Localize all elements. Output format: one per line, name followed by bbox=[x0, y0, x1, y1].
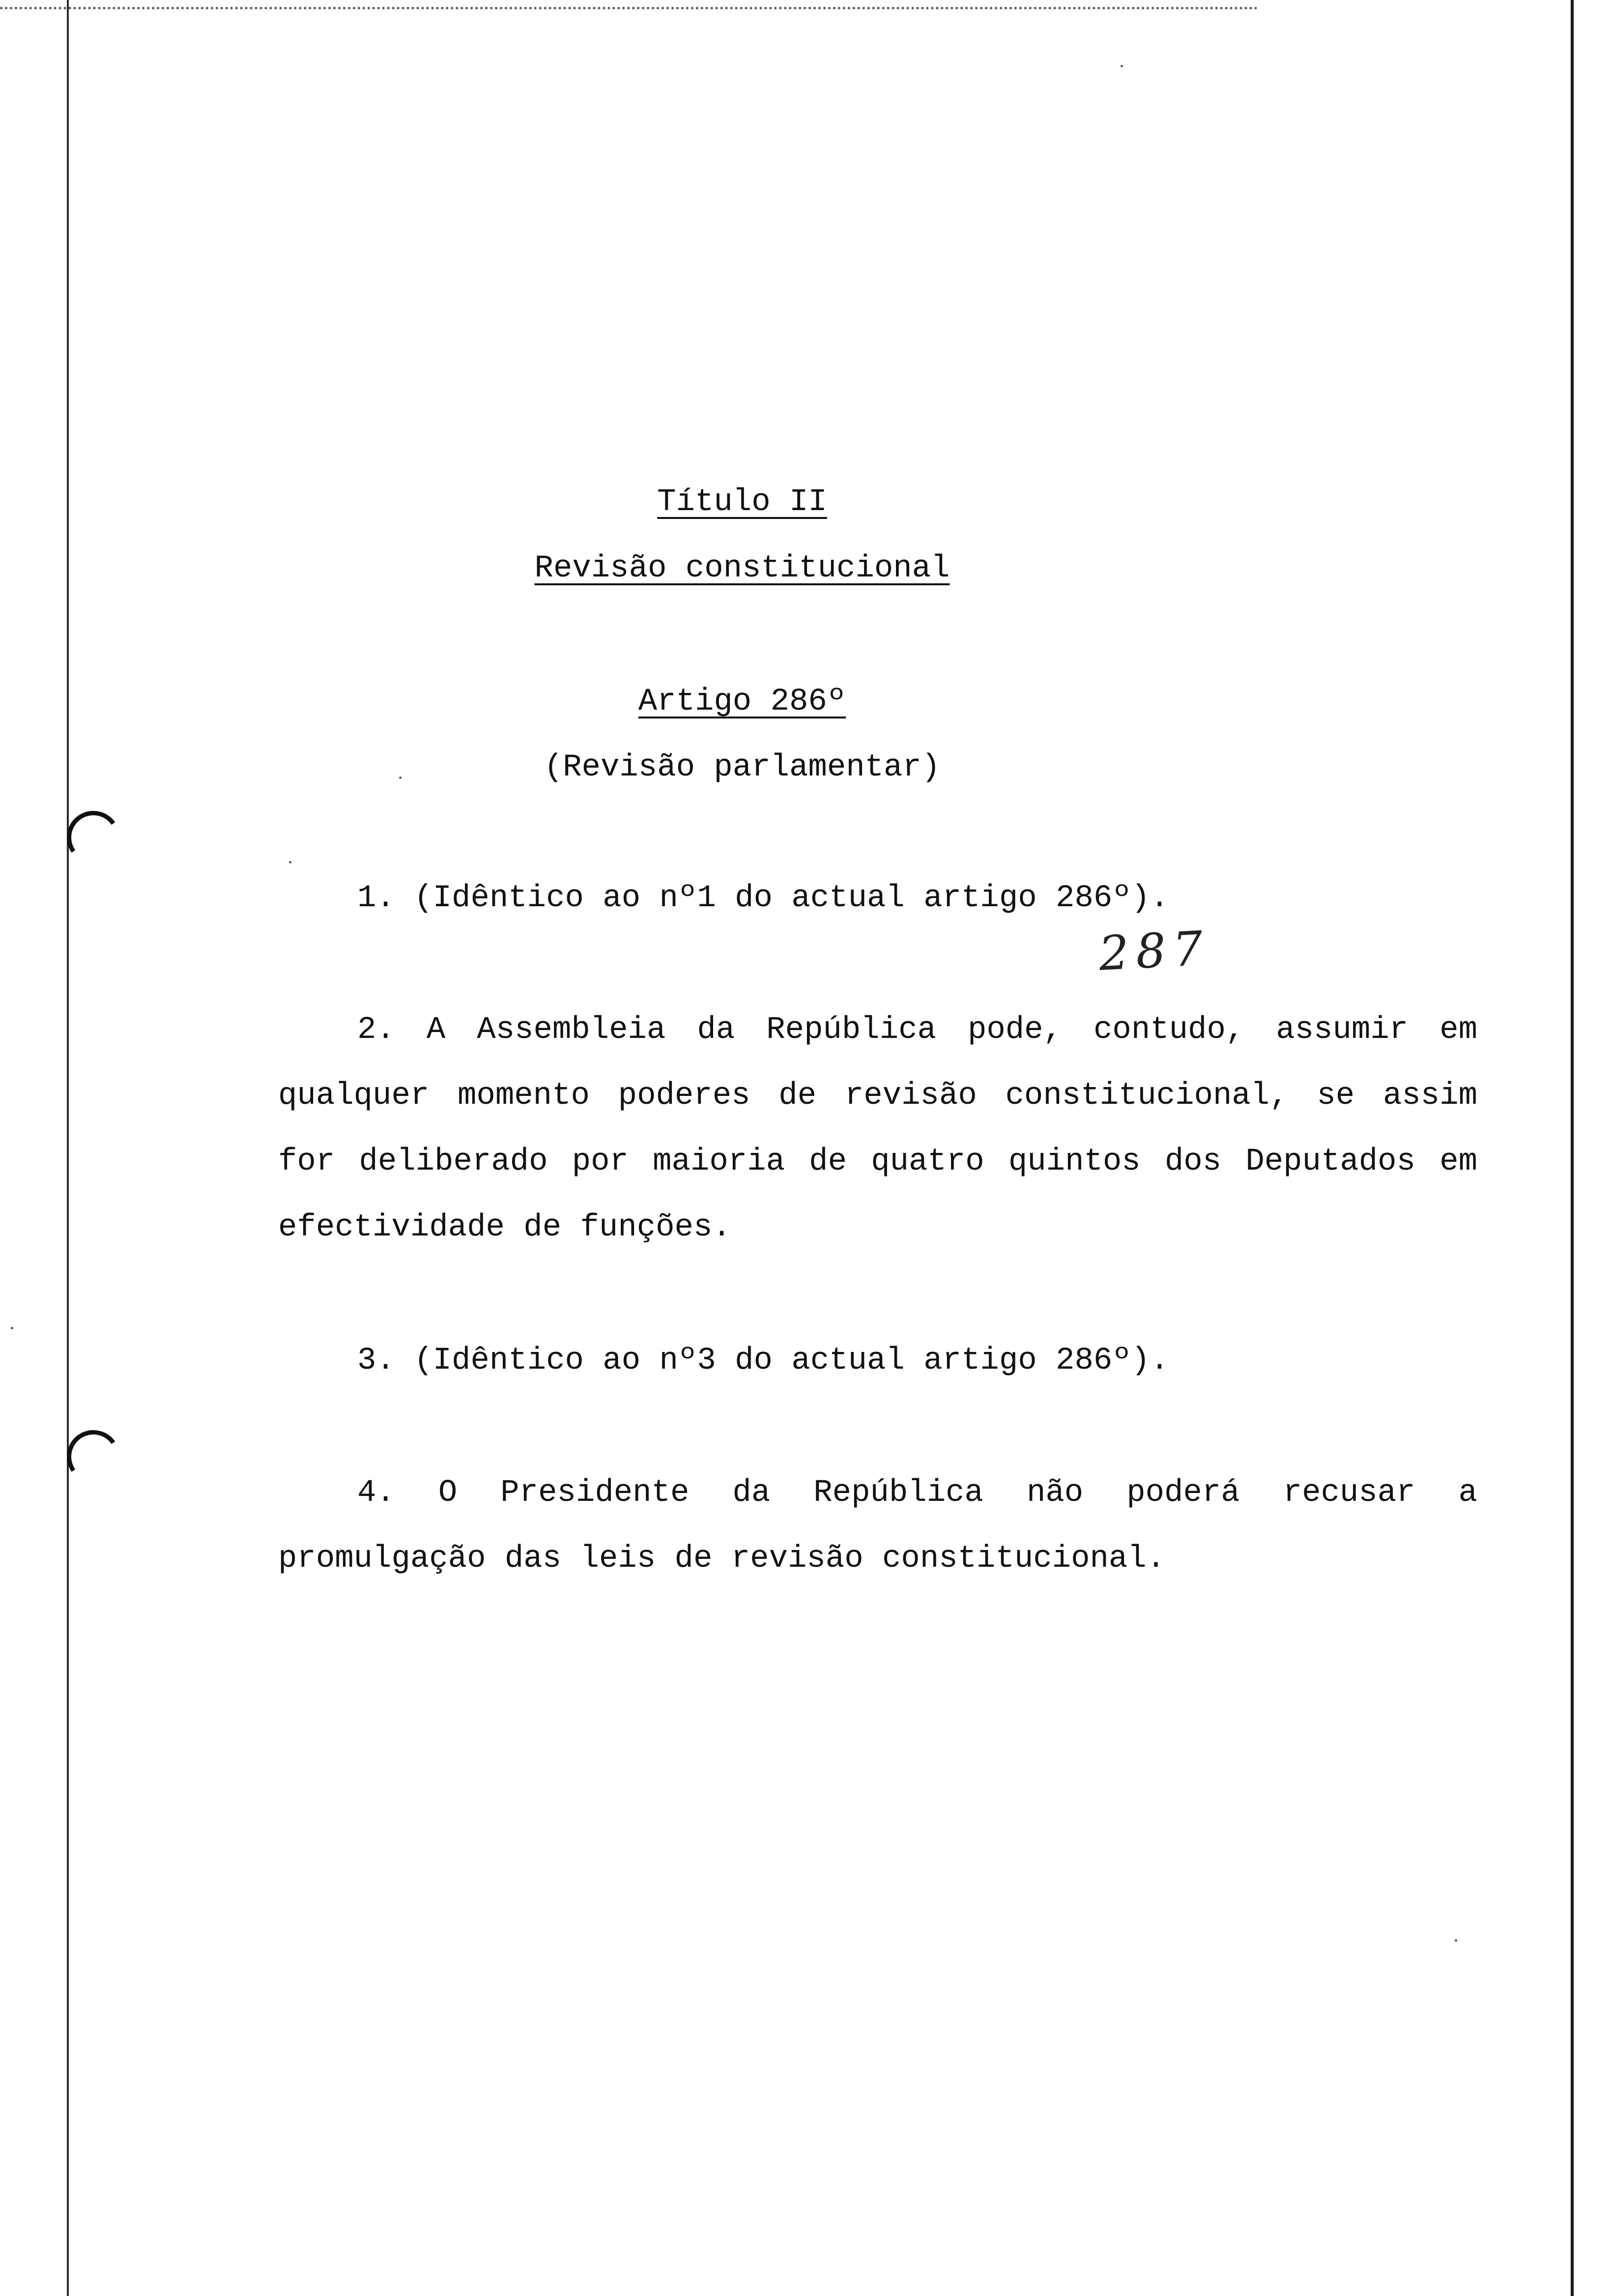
article-heading bbox=[0, 682, 1484, 721]
punch-hole-upper bbox=[62, 806, 124, 868]
paragraph-2: 2. A Assembleia da República pode, contudo, assumir em qualquer momento poderes de revisão constitucional, se assim for deliberado por maioria de quatro quintos dos Deputados em efectividade de funções. bbox=[278, 1012, 1477, 1245]
title-heading bbox=[0, 483, 1484, 522]
scan-speck bbox=[1121, 65, 1123, 67]
paragraph-3: 3. (Idêntico ao nº3 do actual artigo 286º). bbox=[357, 1343, 1169, 1378]
paragraph-1: 1. (Idêntico ao nº1 do actual artigo 286º). bbox=[357, 881, 1169, 916]
page-left-margin-line bbox=[67, 0, 69, 2296]
article-number: Artigo 286º bbox=[638, 684, 846, 719]
punch-hole-lower bbox=[62, 1426, 124, 1487]
page-right-edge bbox=[1571, 0, 1574, 2296]
scan-top-edge bbox=[0, 7, 1258, 9]
scan-speck bbox=[1455, 1939, 1457, 1942]
subtitle-heading bbox=[0, 549, 1484, 588]
title-text: Título II bbox=[657, 485, 827, 520]
subtitle-text: Revisão constitucional bbox=[534, 551, 950, 586]
paragraph-4: 4. O Presidente da República não poderá recusar a promulgação das leis de revisão constitucional. bbox=[278, 1475, 1477, 1577]
scan-speck bbox=[289, 861, 291, 863]
scan-speck bbox=[11, 1327, 13, 1329]
article-subheading-text: (Revisão parlamentar) bbox=[544, 750, 941, 785]
article-subheading bbox=[0, 748, 1484, 787]
handwritten-page-number: 287 bbox=[1097, 920, 1211, 981]
